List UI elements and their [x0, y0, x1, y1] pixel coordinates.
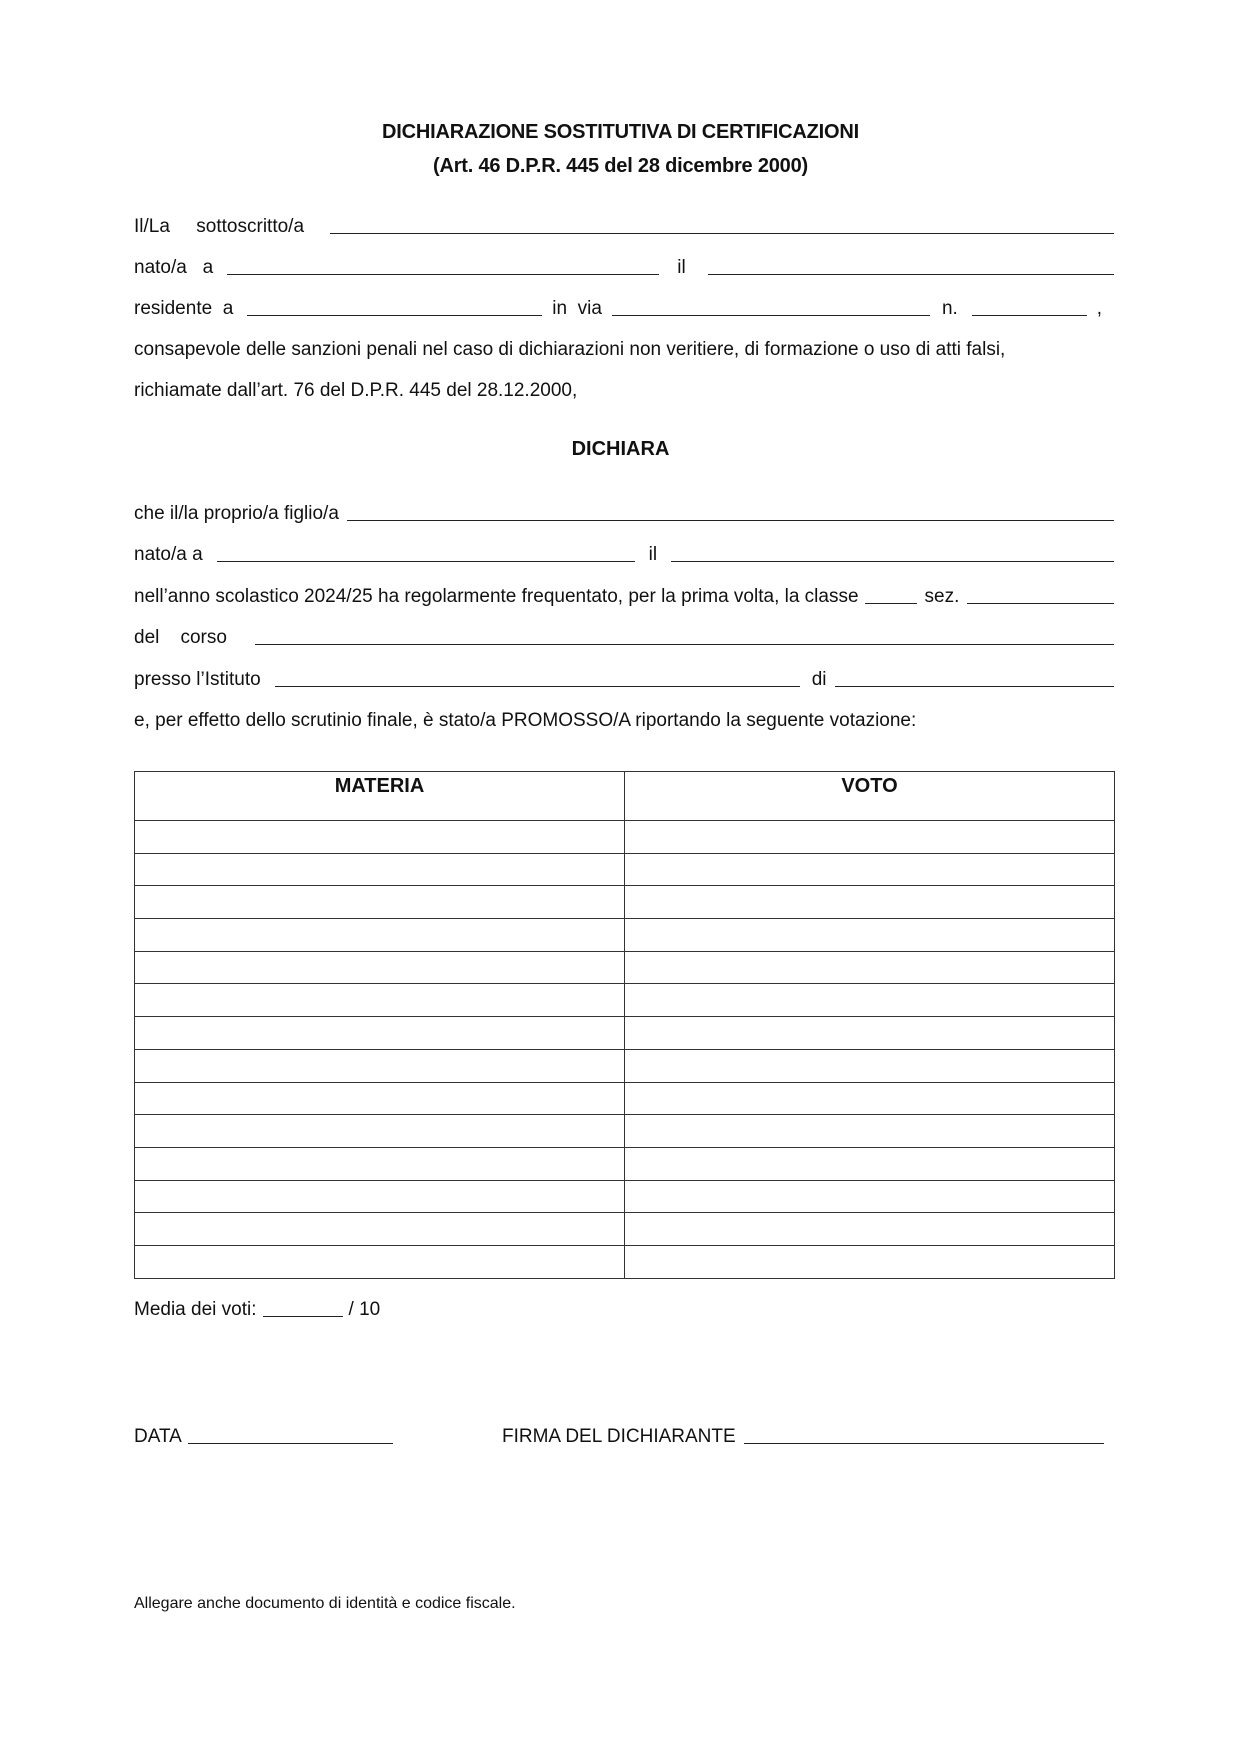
materia-cell[interactable] [135, 1017, 625, 1050]
numero-field[interactable] [972, 295, 1087, 316]
voto-cell[interactable] [625, 1213, 1115, 1246]
voto-header: VOTO [625, 772, 1115, 821]
voto-cell[interactable] [625, 951, 1115, 984]
corso-line [134, 621, 1114, 649]
sezione-field[interactable] [967, 583, 1114, 604]
grades-table [134, 771, 1115, 1279]
materia-cell[interactable] [135, 951, 625, 984]
table-row [135, 1245, 1115, 1278]
sottoscritto-field[interactable] [330, 213, 1114, 234]
voto-cell[interactable] [625, 1147, 1115, 1180]
media-label: Media dei voti: [134, 1299, 257, 1320]
figlio-luogo-nascita-field[interactable] [217, 541, 635, 562]
materia-cell[interactable] [135, 1049, 625, 1082]
dichiara-heading: DICHIARA [571, 438, 670, 460]
figlio-data-nascita-field[interactable] [671, 541, 1114, 562]
table-row [135, 1017, 1115, 1050]
table-row [135, 1180, 1115, 1213]
classe-field[interactable] [865, 583, 917, 604]
table-row [135, 1115, 1115, 1148]
figlio-line [134, 497, 1114, 525]
table-row [135, 853, 1115, 886]
materia-cell[interactable] [135, 1180, 625, 1213]
materia-cell[interactable] [135, 1082, 625, 1115]
figlio-nascita-line [134, 538, 1114, 566]
firma-field[interactable] [744, 1423, 1104, 1444]
materia-cell[interactable] [135, 821, 625, 854]
voto-cell[interactable] [625, 853, 1115, 886]
table-row [135, 1213, 1115, 1246]
voto-cell[interactable] [625, 919, 1115, 952]
promosso-line [134, 704, 1114, 732]
sottoscritto-label: Il/La sottoscritto/a [134, 216, 305, 237]
sez-label: sez. [924, 586, 960, 607]
luogo-nascita-field[interactable] [227, 254, 659, 275]
data-nascita-field[interactable] [708, 254, 1114, 275]
anno-scolastico-line [134, 580, 1114, 608]
istituto-field[interactable] [275, 666, 800, 687]
table-row [135, 886, 1115, 919]
firma-line [502, 1420, 1104, 1448]
voto-cell[interactable] [625, 984, 1115, 1017]
voto-cell[interactable] [625, 1180, 1115, 1213]
consapevole-text: consapevole delle sanzioni penali nel caso di dichiarazioni non veritiere, di formazione o uso di atti falsi, [134, 339, 1006, 360]
table-row [135, 1147, 1115, 1180]
materia-cell[interactable] [135, 886, 625, 919]
footer-note: Allegare anche documento di identità e codice fiscale. [134, 1595, 516, 1612]
figlio-il-label: il [648, 544, 658, 565]
richiamate-line [134, 374, 1114, 402]
voto-cell[interactable] [625, 1049, 1115, 1082]
data-line [134, 1420, 403, 1448]
data-label: DATA [134, 1426, 182, 1447]
sottoscritto-line [134, 210, 1114, 238]
materia-cell[interactable] [135, 1115, 625, 1148]
voto-cell[interactable] [625, 1115, 1115, 1148]
media-suffix: / 10 [348, 1299, 381, 1320]
citta-istituto-field[interactable] [835, 666, 1114, 687]
figlio-label: che il/la proprio/a figlio/a [134, 503, 339, 524]
comma: , [1096, 298, 1103, 319]
corso-label: del corso [134, 627, 227, 648]
materia-cell[interactable] [135, 1213, 625, 1246]
table-row [135, 951, 1115, 984]
di-label: di [811, 669, 827, 690]
table-row [135, 1082, 1115, 1115]
table-row [135, 984, 1115, 1017]
materia-cell[interactable] [135, 919, 625, 952]
residente-label: residente a [134, 298, 234, 319]
istituto-line [134, 663, 1114, 691]
via-field[interactable] [612, 295, 930, 316]
il-label: il [677, 257, 686, 278]
voto-cell[interactable] [625, 1017, 1115, 1050]
numero-label: n. [941, 298, 958, 319]
materia-cell[interactable] [135, 1147, 625, 1180]
anno-scolastico-text: nell’anno scolastico 2024/25 ha regolarmente frequentato, per la prima volta, la classe [134, 586, 859, 607]
corso-field[interactable] [255, 624, 1114, 645]
nato-label: nato/a a [134, 257, 214, 278]
table-row [135, 1049, 1115, 1082]
istituto-label: presso l’Istituto [134, 669, 261, 690]
materia-cell[interactable] [135, 984, 625, 1017]
media-field[interactable] [263, 1296, 343, 1317]
voto-cell[interactable] [625, 1245, 1115, 1278]
residenza-field[interactable] [247, 295, 542, 316]
document-subtitle: (Art. 46 D.P.R. 445 del 28 dicembre 2000) [433, 155, 808, 177]
figlio-field[interactable] [347, 500, 1114, 521]
in-via-label: in via [552, 298, 602, 319]
grades-header-row [135, 772, 1115, 821]
voto-cell[interactable] [625, 1082, 1115, 1115]
richiamate-text: richiamate dall’art. 76 del D.P.R. 445 del 28.12.2000, [134, 380, 578, 401]
materia-header: MATERIA [135, 772, 625, 821]
materia-cell[interactable] [135, 1245, 625, 1278]
nascita-line [134, 251, 1114, 279]
voto-cell[interactable] [625, 886, 1115, 919]
materia-cell[interactable] [135, 853, 625, 886]
document-title: DICHIARAZIONE SOSTITUTIVA DI CERTIFICAZIONI [382, 121, 859, 143]
data-field[interactable] [188, 1423, 393, 1444]
promosso-text: e, per effetto dello scrutinio finale, è stato/a PROMOSSO/A riportando la seguente votazione: [134, 710, 917, 731]
media-line [134, 1293, 380, 1321]
figlio-nato-label: nato/a a [134, 544, 203, 565]
firma-label: FIRMA DEL DICHIARANTE [502, 1426, 736, 1447]
residenza-line [134, 292, 1114, 320]
voto-cell[interactable] [625, 821, 1115, 854]
table-row [135, 821, 1115, 854]
consapevole-line [134, 333, 1114, 361]
table-row [135, 919, 1115, 952]
